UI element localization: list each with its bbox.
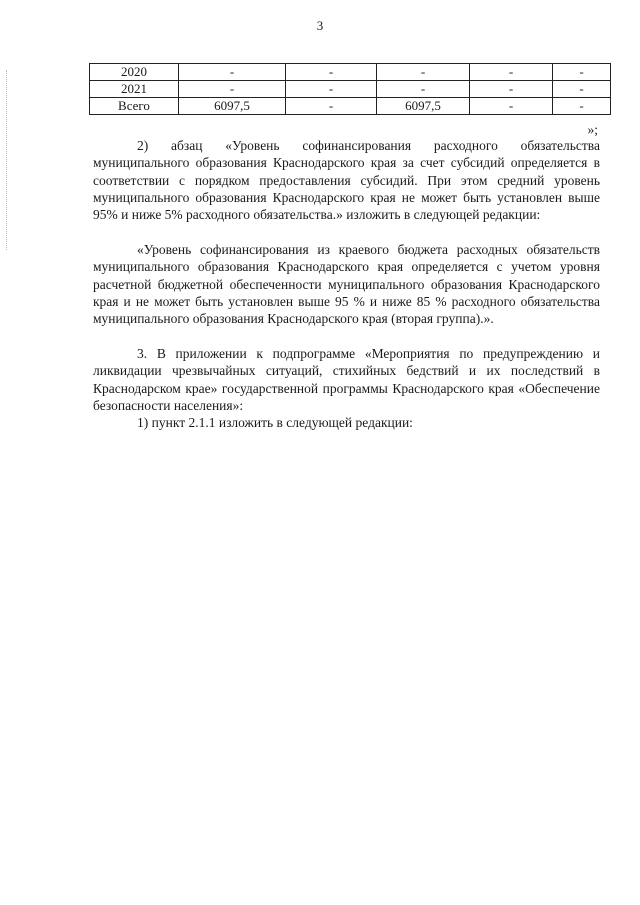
- table-cell: -: [377, 64, 470, 81]
- table-cell: -: [286, 98, 377, 115]
- paragraph-abzac: 2) абзац «Уровень софинансирования расходного обязательства муниципального образования Краснодарского края за счет субсидий определяется в соответствии с порядком предоставления субсидий. При этом средний уровень муниципального образования Краснодарского края не может быть установлен выше 95% и ниже 5% расходного обязательства.» изложить в следующей редакции:: [93, 138, 600, 223]
- table-cell: -: [286, 64, 377, 81]
- table-cell: -: [470, 98, 553, 115]
- table-row: [90, 81, 611, 98]
- page-number: 3: [316, 18, 324, 33]
- table-cell: 6097,5: [377, 98, 470, 115]
- binding-marks: [6, 70, 11, 250]
- table-cell: -: [470, 64, 553, 81]
- budget-table: [89, 63, 611, 115]
- table-row: [90, 64, 611, 81]
- paragraph-appendix: 3. В приложении к подпрограмме «Мероприятия по предупреждению и ликвидации чрезвычайных ситуаций, стихийных бедствий и их последствий в Краснодарском крае» государственной программы Краснодарского края «Обеспечение безопасности населения»:: [93, 346, 600, 413]
- closing-quote: »;: [587, 122, 598, 137]
- table-cell: -: [553, 64, 611, 81]
- paragraph-item-2-1-1: 1) пункт 2.1.1 изложить в следующей редакции:: [137, 415, 413, 430]
- table-cell: -: [553, 98, 611, 115]
- table-cell: -: [179, 81, 286, 98]
- paragraph-new-wording: «Уровень софинансирования из краевого бюджета расходных обязательств муниципального образования Краснодарского края определяется с учетом уровня расчетной бюджетной обеспеченности муниципального образования Краснодарского края и не может быть установлен выше 95 % и ниже 85 % расходного обязательства муниципального образования Краснодарского края (вторая группа).».: [93, 242, 600, 327]
- table-cell: -: [286, 81, 377, 98]
- table-cell: 6097,5: [179, 98, 286, 115]
- table-cell: -: [470, 81, 553, 98]
- table-cell: -: [377, 81, 470, 98]
- table-cell: -: [179, 64, 286, 81]
- table-row: [90, 98, 611, 115]
- table-cell: 2021: [90, 81, 179, 98]
- table-cell: 2020: [90, 64, 179, 81]
- table-cell: Всего: [90, 98, 179, 115]
- table-cell: -: [553, 81, 611, 98]
